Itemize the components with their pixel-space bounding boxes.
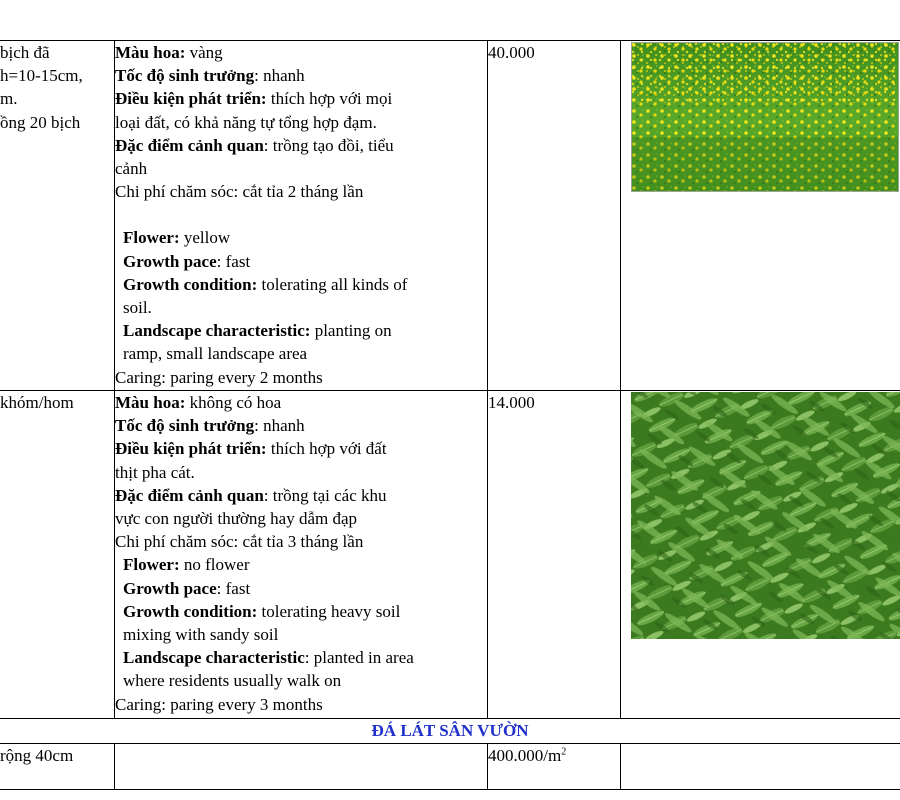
value: : nhanh xyxy=(254,66,305,86)
value: tolerating all kinds of xyxy=(257,274,408,294)
price-cell xyxy=(488,41,621,391)
label: Landscape characteristic: xyxy=(123,321,311,341)
label: Growth condition: xyxy=(123,274,258,294)
value: no flower xyxy=(179,555,250,575)
green-grass-leaves-photo xyxy=(631,392,900,639)
label: Growth condition: xyxy=(123,601,258,621)
spec-line: m. xyxy=(0,89,18,109)
value: tolerating heavy soil xyxy=(257,601,401,621)
description-cell xyxy=(115,41,488,391)
label: Growth pace xyxy=(123,578,217,598)
value: : fast xyxy=(216,251,251,271)
label: Đặc điểm cảnh quan xyxy=(115,135,264,155)
table-row xyxy=(0,41,900,391)
value: planting on xyxy=(310,321,392,341)
yellow-flower-groundcover-photo xyxy=(631,42,899,192)
label: Growth pace xyxy=(123,251,217,271)
spec-cell xyxy=(0,391,115,719)
price-cell xyxy=(488,391,621,719)
spec-line: khóm/hom xyxy=(0,393,74,412)
label: Màu hoa: xyxy=(115,43,186,62)
label: Landscape characteristic xyxy=(123,648,305,668)
value: vực con người thường hay dẫm đạp xyxy=(115,509,358,529)
care-text: Chi phí chăm sóc: cắt tỉa 2 tháng lần xyxy=(115,182,364,202)
value: thịt pha cát. xyxy=(115,462,195,482)
value: : planted in area xyxy=(304,648,414,668)
section-heading-row xyxy=(0,719,900,744)
price-value: 14.000 xyxy=(488,393,535,412)
value: where residents usually walk on xyxy=(123,671,342,691)
label: Màu hoa: xyxy=(115,393,186,412)
spec-line: rộng 40cm xyxy=(0,746,74,765)
value: loại đất, có khả năng tự tổng hợp đạm. xyxy=(115,112,377,132)
value: : trồng tại các khu xyxy=(263,485,387,505)
spec-cell xyxy=(0,744,115,790)
photo-cell xyxy=(621,391,900,719)
price-value: 40.000 xyxy=(488,43,535,62)
care-text: Chi phí chăm sóc: cắt tỉa 3 tháng lần xyxy=(115,532,364,552)
label: Điều kiện phát triển: xyxy=(115,439,267,459)
label: Đặc điểm cảnh quan xyxy=(115,485,264,505)
value: vàng xyxy=(185,43,223,62)
photo-cell xyxy=(621,744,900,790)
value: thích hợp với mọi xyxy=(266,89,393,109)
label: Flower: xyxy=(123,555,180,575)
value: thích hợp với đất xyxy=(266,439,387,459)
label: Điều kiện phát triển: xyxy=(115,89,267,109)
description-cell xyxy=(115,391,488,719)
table-row xyxy=(0,744,900,790)
spec-line: bịch đã xyxy=(0,43,50,62)
value: : nhanh xyxy=(254,416,305,436)
value: yellow xyxy=(179,228,231,248)
value: ramp, small landscape area xyxy=(123,344,308,364)
price-unit-superscript: 2 xyxy=(561,746,567,758)
label: Flower: xyxy=(123,228,180,248)
care-text: Caring: paring every 2 months xyxy=(115,367,323,387)
value: : fast xyxy=(216,578,251,598)
price-value: 400.000/m xyxy=(488,746,562,765)
value: không có hoa xyxy=(185,393,282,412)
plant-table xyxy=(0,40,900,790)
photo-cell xyxy=(621,41,900,391)
table-row xyxy=(0,391,900,719)
value: : trồng tạo đồi, tiểu xyxy=(263,135,394,155)
value: cảnh xyxy=(115,159,148,179)
price-cell xyxy=(488,744,621,790)
care-text: Caring: paring every 3 months xyxy=(115,694,323,714)
value: soil. xyxy=(123,298,152,318)
label: Tốc độ sinh trưởng xyxy=(115,66,255,86)
value: mixing with sandy soil xyxy=(123,625,279,645)
spec-cell xyxy=(0,41,115,391)
section-title: ĐÁ LÁT SÂN VƯỜN xyxy=(0,719,900,744)
description-cell xyxy=(115,744,488,790)
label: Tốc độ sinh trưởng xyxy=(115,416,255,436)
spec-line: h=10-15cm, xyxy=(0,66,83,86)
spec-line: ồng 20 bịch xyxy=(0,112,81,132)
